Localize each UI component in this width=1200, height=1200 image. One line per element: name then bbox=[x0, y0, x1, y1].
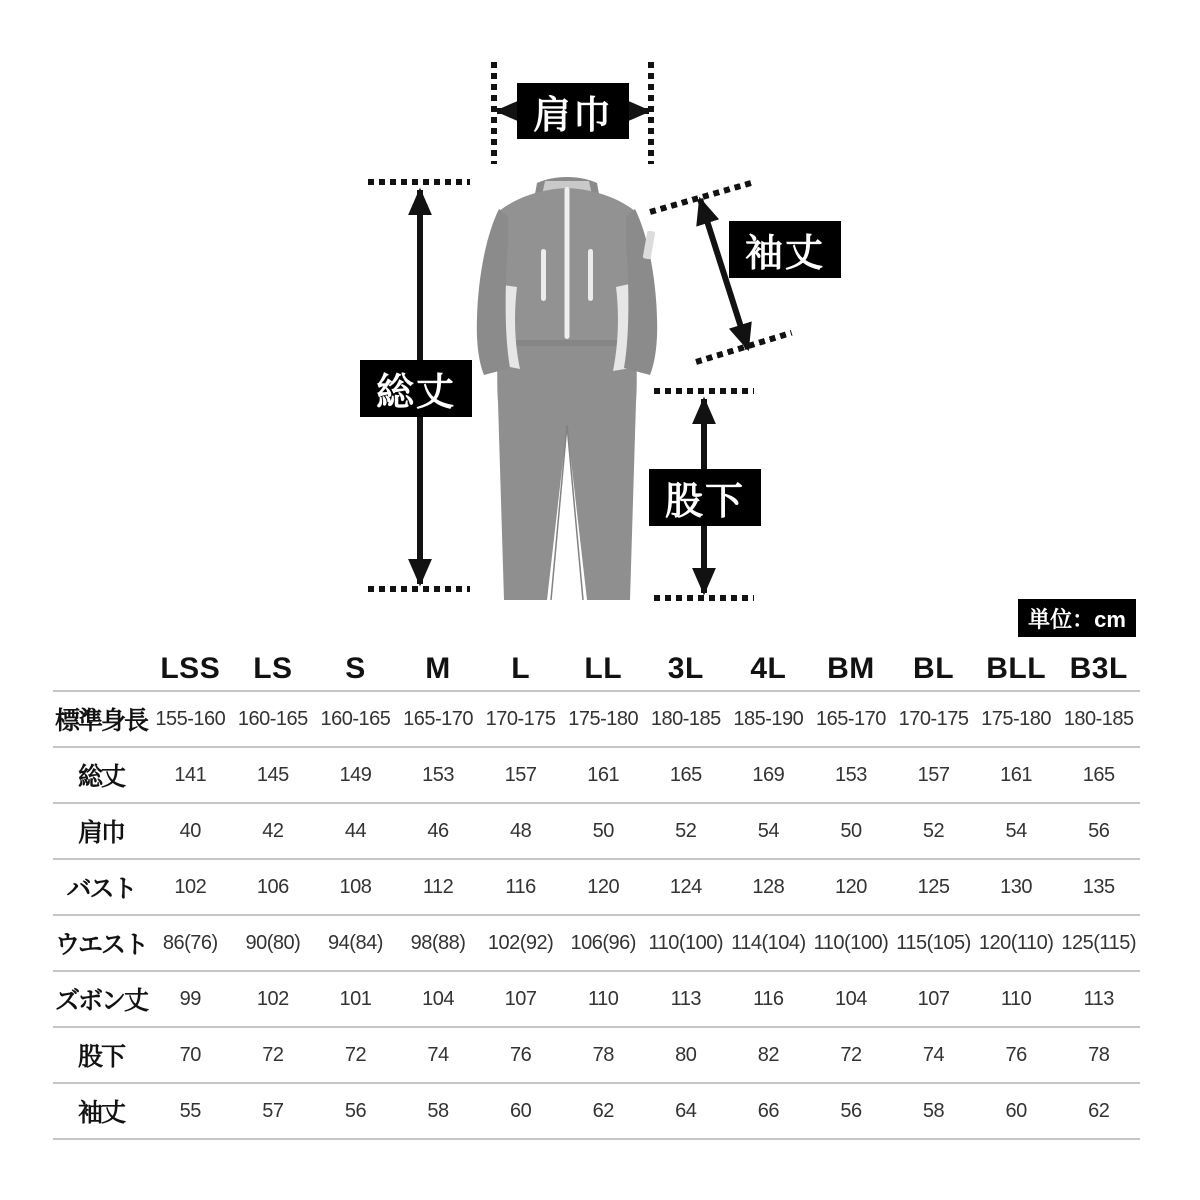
size-value: 76 bbox=[975, 1028, 1058, 1084]
size-column-header: 4L bbox=[727, 648, 810, 692]
size-value: 42 bbox=[232, 804, 315, 860]
size-value: 102 bbox=[232, 972, 315, 1028]
size-value: 62 bbox=[562, 1084, 645, 1140]
size-value: 130 bbox=[975, 860, 1058, 916]
size-value: 46 bbox=[397, 804, 480, 860]
size-value: 116 bbox=[479, 860, 562, 916]
size-value: 82 bbox=[727, 1028, 810, 1084]
size-value: 104 bbox=[397, 972, 480, 1028]
size-value: 113 bbox=[1057, 972, 1140, 1028]
size-value: 160-165 bbox=[314, 692, 397, 748]
size-value: 180-185 bbox=[645, 692, 728, 748]
size-column-header: BM bbox=[810, 648, 893, 692]
size-column-header: L bbox=[479, 648, 562, 692]
size-value: 102(92) bbox=[479, 916, 562, 972]
size-value: 94(84) bbox=[314, 916, 397, 972]
size-value: 180-185 bbox=[1057, 692, 1140, 748]
size-value: 125(115) bbox=[1057, 916, 1140, 972]
size-value: 72 bbox=[810, 1028, 893, 1084]
size-value: 80 bbox=[645, 1028, 728, 1084]
size-value: 165-170 bbox=[397, 692, 480, 748]
size-value: 160-165 bbox=[232, 692, 315, 748]
size-value: 110(100) bbox=[645, 916, 728, 972]
size-value: 170-175 bbox=[892, 692, 975, 748]
size-value: 70 bbox=[149, 1028, 232, 1084]
size-value: 153 bbox=[810, 748, 893, 804]
size-value: 78 bbox=[1057, 1028, 1140, 1084]
size-value: 66 bbox=[727, 1084, 810, 1140]
size-column-header: BLL bbox=[975, 648, 1058, 692]
size-value: 72 bbox=[314, 1028, 397, 1084]
size-value: 124 bbox=[645, 860, 728, 916]
row-label: 総丈 bbox=[53, 748, 149, 804]
size-column-header: 3L bbox=[645, 648, 728, 692]
row-label: 股下 bbox=[53, 1028, 149, 1084]
size-value: 90(80) bbox=[232, 916, 315, 972]
row-label: バスト bbox=[53, 860, 149, 916]
inseam-label: 股下 bbox=[649, 469, 761, 526]
size-value: 112 bbox=[397, 860, 480, 916]
size-value: 58 bbox=[397, 1084, 480, 1140]
size-value: 128 bbox=[727, 860, 810, 916]
size-value: 76 bbox=[479, 1028, 562, 1084]
size-value: 120 bbox=[562, 860, 645, 916]
size-value: 116 bbox=[727, 972, 810, 1028]
size-value: 48 bbox=[479, 804, 562, 860]
total-length-label: 総丈 bbox=[360, 360, 472, 417]
size-value: 99 bbox=[149, 972, 232, 1028]
size-value: 78 bbox=[562, 1028, 645, 1084]
size-value: 153 bbox=[397, 748, 480, 804]
size-value: 113 bbox=[645, 972, 728, 1028]
size-value: 108 bbox=[314, 860, 397, 916]
size-value: 55 bbox=[149, 1084, 232, 1140]
row-label: 肩巾 bbox=[53, 804, 149, 860]
size-value: 57 bbox=[232, 1084, 315, 1140]
size-value: 50 bbox=[810, 804, 893, 860]
size-value: 98(88) bbox=[397, 916, 480, 972]
size-value: 44 bbox=[314, 804, 397, 860]
size-value: 185-190 bbox=[727, 692, 810, 748]
size-column-header: BL bbox=[892, 648, 975, 692]
size-value: 72 bbox=[232, 1028, 315, 1084]
size-value: 165 bbox=[1057, 748, 1140, 804]
size-value: 106(96) bbox=[562, 916, 645, 972]
size-value: 74 bbox=[397, 1028, 480, 1084]
size-value: 120(110) bbox=[975, 916, 1058, 972]
size-value: 169 bbox=[727, 748, 810, 804]
size-value: 74 bbox=[892, 1028, 975, 1084]
size-column-header: LS bbox=[232, 648, 315, 692]
size-value: 40 bbox=[149, 804, 232, 860]
size-value: 107 bbox=[479, 972, 562, 1028]
size-column-header: LL bbox=[562, 648, 645, 692]
size-value: 62 bbox=[1057, 1084, 1140, 1140]
size-value: 107 bbox=[892, 972, 975, 1028]
size-table bbox=[53, 648, 1140, 1140]
row-label: 袖丈 bbox=[53, 1084, 149, 1140]
size-value: 161 bbox=[975, 748, 1058, 804]
size-value: 60 bbox=[975, 1084, 1058, 1140]
size-value: 52 bbox=[892, 804, 975, 860]
size-value: 106 bbox=[232, 860, 315, 916]
size-value: 56 bbox=[1057, 804, 1140, 860]
size-value: 157 bbox=[892, 748, 975, 804]
unit-badge: 単位：cm bbox=[1018, 599, 1136, 637]
size-value: 86(76) bbox=[149, 916, 232, 972]
size-value: 110 bbox=[562, 972, 645, 1028]
size-value: 56 bbox=[314, 1084, 397, 1140]
shoulder-width-label: 肩巾 bbox=[517, 83, 629, 139]
size-value: 141 bbox=[149, 748, 232, 804]
size-value: 175-180 bbox=[975, 692, 1058, 748]
size-value: 125 bbox=[892, 860, 975, 916]
size-value: 120 bbox=[810, 860, 893, 916]
size-value: 155-160 bbox=[149, 692, 232, 748]
size-value: 58 bbox=[892, 1084, 975, 1140]
size-value: 149 bbox=[314, 748, 397, 804]
size-value: 52 bbox=[645, 804, 728, 860]
size-value: 101 bbox=[314, 972, 397, 1028]
size-value: 60 bbox=[479, 1084, 562, 1140]
size-value: 54 bbox=[975, 804, 1058, 860]
row-label: 標準身長 bbox=[53, 692, 149, 748]
size-value: 175-180 bbox=[562, 692, 645, 748]
size-value: 165-170 bbox=[810, 692, 893, 748]
size-value: 110(100) bbox=[810, 916, 893, 972]
size-value: 157 bbox=[479, 748, 562, 804]
table-corner bbox=[53, 648, 149, 692]
size-value: 161 bbox=[562, 748, 645, 804]
size-column-header: M bbox=[397, 648, 480, 692]
size-value: 115(105) bbox=[892, 916, 975, 972]
size-value: 145 bbox=[232, 748, 315, 804]
size-value: 114(104) bbox=[727, 916, 810, 972]
size-value: 64 bbox=[645, 1084, 728, 1140]
size-value: 110 bbox=[975, 972, 1058, 1028]
size-column-header: S bbox=[314, 648, 397, 692]
size-value: 170-175 bbox=[479, 692, 562, 748]
size-column-header: B3L bbox=[1057, 648, 1140, 692]
size-value: 165 bbox=[645, 748, 728, 804]
size-value: 50 bbox=[562, 804, 645, 860]
size-value: 56 bbox=[810, 1084, 893, 1140]
size-value: 104 bbox=[810, 972, 893, 1028]
coverall-garment-image bbox=[448, 173, 682, 607]
size-value: 102 bbox=[149, 860, 232, 916]
size-value: 54 bbox=[727, 804, 810, 860]
row-label: ウエスト bbox=[53, 916, 149, 972]
size-column-header: LSS bbox=[149, 648, 232, 692]
row-label: ズボン丈 bbox=[53, 972, 149, 1028]
sleeve-length-label: 袖丈 bbox=[729, 221, 841, 278]
size-value: 135 bbox=[1057, 860, 1140, 916]
